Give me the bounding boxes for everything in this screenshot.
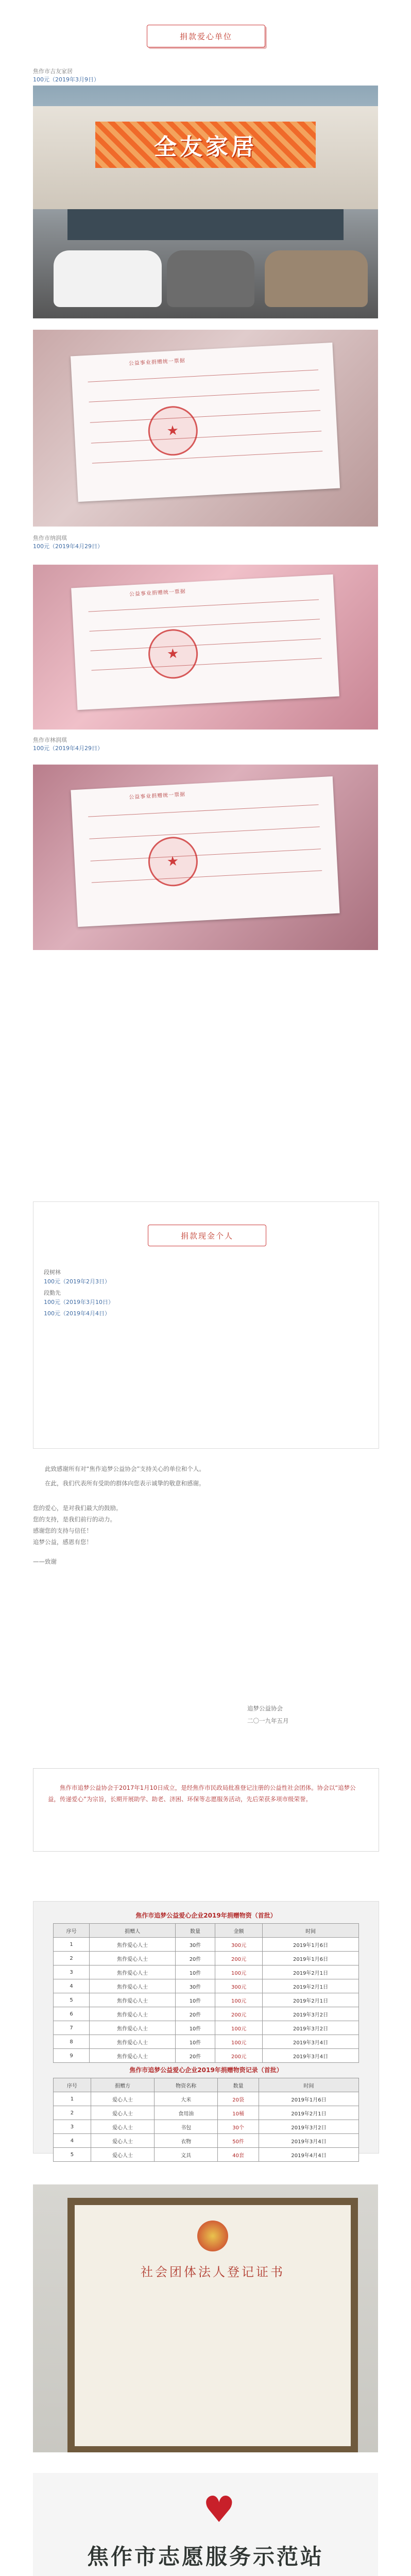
heart-logo-icon: ♥ — [203, 2488, 235, 2531]
receipt-rule — [91, 431, 322, 443]
letter-line: ——致谢 — [33, 1558, 57, 1565]
table-cell: 2019年3月4日 — [259, 2134, 358, 2148]
table-row — [54, 2134, 359, 2148]
car-gray — [167, 250, 254, 307]
table-cell: 9 — [54, 2049, 90, 2063]
table-row — [54, 2021, 359, 2035]
table-cell: 焦作爱心人士 — [90, 1965, 176, 1979]
individual-donors-card — [33, 1201, 379, 1449]
receipt-photo-2 — [33, 565, 378, 730]
receipt1-caption-detail: 100元（2019年4月29日） — [33, 543, 103, 550]
section-title-units: 捐款爱心单位 — [147, 25, 265, 47]
table-cell: 6 — [54, 2007, 90, 2021]
donation-table-1 — [53, 1923, 359, 2063]
table-cell: 200元 — [215, 2049, 262, 2063]
letter-paragraph: 在此，我们代表所有受助的群体向您表示诚挚的敬意和感谢。 — [45, 1480, 205, 1487]
registration-certificate-photo — [33, 2184, 378, 2452]
letter-line: 您的爱心，是对我们最大的鼓励。 — [33, 1504, 122, 1512]
table-cell: 3 — [54, 2120, 91, 2134]
table2-caption: 焦作市追梦公益爱心企业2019年捐赠物资记录（首批） — [129, 2066, 283, 2074]
table-cell: 焦作爱心人士 — [90, 2007, 176, 2021]
red-stamp-icon: ★ — [147, 628, 199, 680]
table-cell: 书包 — [155, 2120, 218, 2134]
store-window — [67, 209, 344, 240]
table-header: 物资名称 — [155, 2078, 218, 2092]
table-cell: 2019年2月1日 — [259, 2106, 358, 2120]
table-cell: 5 — [54, 2148, 91, 2162]
table-row — [54, 2007, 359, 2021]
receipt-header: 公益事业捐赠统一票据 — [129, 358, 186, 367]
letter-line: 感谢您的支持与信任！ — [33, 1527, 92, 1534]
receipt2-caption-name: 焦作市林润琪 — [33, 737, 67, 743]
receipt1-caption-name: 焦作市纳润琪 — [33, 535, 67, 541]
table-cell: 焦作爱心人士 — [90, 1993, 176, 2007]
intro-text: 焦作市追梦公益协会于2017年1月10日成立，是经焦作市民政局批准登记注册的公益性社会团体。协会以“追梦公益，传递爱心”为宗旨，长期开展助学、助老、济困、环保等志愿服务活动，先后荣获多项市级荣誉。 — [48, 1784, 356, 1803]
section-title-individuals: 捐款现金个人 — [148, 1225, 266, 1246]
storefront-photo — [33, 86, 378, 318]
table-row — [54, 1952, 359, 1965]
table-row — [54, 1993, 359, 2007]
red-stamp-icon: ★ — [147, 405, 199, 457]
certificate-frame — [67, 2198, 358, 2452]
table-cell: 焦作爱心人士 — [90, 2021, 176, 2035]
table-cell: 2019年1月6日 — [259, 2092, 358, 2106]
table-cell: 4 — [54, 2134, 91, 2148]
donor-name: 焦作市吉友家居 — [33, 68, 73, 75]
table-cell: 2019年1月6日 — [263, 1952, 359, 1965]
table-cell: 20件 — [176, 1952, 215, 1965]
table-cell: 2019年1月6日 — [263, 1938, 359, 1952]
table-cell: 2019年2月1日 — [263, 1993, 359, 2007]
letter-line: 您的支持，是我们前行的动力。 — [33, 1516, 116, 1523]
table-header: 捐赠方 — [91, 2078, 154, 2092]
store-sign-text: 全友家居 — [153, 134, 257, 160]
table-header: 序号 — [54, 1924, 90, 1938]
table-cell: 2019年2月1日 — [263, 1965, 359, 1979]
table-header: 捐赠人 — [90, 1924, 176, 1938]
donation-table-2 — [53, 2078, 359, 2162]
table-cell: 4 — [54, 1979, 90, 1993]
table-cell: 2019年3月2日 — [259, 2120, 358, 2134]
volunteer-station-plaque — [33, 2473, 378, 2576]
table-cell: 100元 — [215, 1993, 262, 2007]
receipt-header: 公益事业捐赠统一票据 — [129, 791, 186, 801]
receipt-rule — [88, 805, 319, 817]
table-cell: 20件 — [176, 2049, 215, 2063]
table-cell: 衣物 — [155, 2134, 218, 2148]
donor-detail: 100元（2019年3月9日） — [33, 76, 99, 83]
receipt-rule — [90, 619, 320, 632]
table-cell: 100元 — [215, 2021, 262, 2035]
receipt-paper — [71, 776, 340, 927]
receipt-rule — [92, 451, 323, 464]
table-header: 数量 — [218, 2078, 259, 2092]
table-cell: 200元 — [215, 2007, 262, 2021]
table-header: 时间 — [263, 1924, 359, 1938]
table-cell: 文具 — [155, 2148, 218, 2162]
table-cell: 焦作爱心人士 — [90, 2049, 176, 2063]
table-cell: 100元 — [215, 2035, 262, 2049]
table-row — [54, 1979, 359, 1993]
table-cell: 爱心人士 — [91, 2148, 154, 2162]
table-cell: 3 — [54, 1965, 90, 1979]
store-sign — [95, 122, 316, 168]
donor-name: 段勤先 — [44, 1290, 61, 1296]
letter-paragraph: 此致感谢所有对“焦作追梦公益协会”支持关心的单位和个人。 — [45, 1465, 205, 1472]
donor-name: 段树林 — [44, 1269, 61, 1276]
table-cell: 10件 — [176, 1993, 215, 2007]
table-cell: 2019年3月2日 — [263, 2021, 359, 2035]
receipt-rule — [91, 658, 322, 670]
table-cell: 爱心人士 — [91, 2106, 154, 2120]
red-stamp-icon: ★ — [147, 836, 199, 888]
table-cell: 焦作爱心人士 — [90, 1979, 176, 1993]
table-row — [54, 2092, 359, 2106]
table-cell: 10桶 — [218, 2106, 259, 2120]
signature-date: 二〇一九年五月 — [247, 1717, 289, 1724]
table-header: 金额 — [215, 1924, 262, 1938]
certificate-heading: 社会团体法人登记证书 — [141, 2265, 285, 2279]
table-row — [54, 1938, 359, 1952]
table-cell: 30件 — [176, 1938, 215, 1952]
association-intro — [33, 1768, 379, 1852]
receipt-paper — [72, 574, 340, 710]
receipt-photo-1 — [33, 330, 378, 527]
table-cell: 8 — [54, 2035, 90, 2049]
donor-detail: 100元（2019年4月4日） — [44, 1310, 110, 1317]
table-cell: 食用油 — [155, 2106, 218, 2120]
table-cell: 30个 — [218, 2120, 259, 2134]
table-cell: 爱心人士 — [91, 2134, 154, 2148]
table-cell: 30件 — [176, 1979, 215, 1993]
receipt-photo-3 — [33, 765, 378, 950]
table-header: 时间 — [259, 2078, 358, 2092]
table-row — [54, 2120, 359, 2134]
receipt-rule — [92, 870, 322, 883]
car-brown — [265, 250, 368, 307]
table-cell: 2019年2月1日 — [263, 1979, 359, 1993]
table1-caption: 焦作市追梦公益爱心企业2019年捐赠物资（首批） — [135, 1912, 277, 1919]
table-cell: 2019年3月2日 — [263, 2007, 359, 2021]
table-cell: 200元 — [215, 1952, 262, 1965]
table-cell: 5 — [54, 1993, 90, 2007]
donation-tables — [33, 1901, 379, 2159]
table-cell: 爱心人士 — [91, 2120, 154, 2134]
receipt-paper — [71, 343, 340, 502]
receipt-rule — [89, 826, 320, 839]
receipt-rule — [88, 369, 319, 382]
table-row — [54, 1965, 359, 1979]
donor-detail: 100元（2019年3月10日） — [44, 1299, 114, 1306]
table-cell: 10件 — [176, 2021, 215, 2035]
table-cell: 10件 — [176, 1965, 215, 1979]
table-cell: 焦作爱心人士 — [90, 1952, 176, 1965]
receipt-header: 公益事业捐赠统一票据 — [129, 589, 186, 598]
plaque-title: 焦作市志愿服务示范站 — [87, 2544, 324, 2569]
table-cell: 2 — [54, 1952, 90, 1965]
receipt2-caption-detail: 100元（2019年4月29日） — [33, 745, 103, 752]
donor-detail: 100元（2019年2月3日） — [44, 1278, 110, 1285]
letter-line: 追梦公益，感恩有您！ — [33, 1538, 92, 1546]
table-row — [54, 2049, 359, 2063]
table-cell: 焦作爱心人士 — [90, 1938, 176, 1952]
signature-org: 追梦公益协会 — [247, 1705, 283, 1712]
receipt-rule — [91, 849, 321, 861]
table-row — [54, 2106, 359, 2120]
table-cell: 300元 — [215, 1938, 262, 1952]
table-header: 数量 — [176, 1924, 215, 1938]
table-cell: 爱心人士 — [91, 2092, 154, 2106]
thanks-letter — [33, 1463, 378, 1567]
table-cell: 100元 — [215, 1965, 262, 1979]
receipt-rule — [89, 390, 320, 402]
national-emblem-icon — [197, 2221, 228, 2251]
table-cell: 2019年3月4日 — [263, 2049, 359, 2063]
table-cell: 50件 — [218, 2134, 259, 2148]
table-row — [54, 2035, 359, 2049]
table-cell: 1 — [54, 2092, 91, 2106]
table-cell: 大米 — [155, 2092, 218, 2106]
table-row — [54, 2148, 359, 2162]
receipt-rule — [90, 638, 321, 651]
receipt-rule — [89, 600, 319, 612]
table-cell: 2019年3月4日 — [263, 2035, 359, 2049]
table-cell: 2019年4月4日 — [259, 2148, 358, 2162]
receipt-rule — [90, 410, 321, 422]
table-cell: 焦作爱心人士 — [90, 2035, 176, 2049]
table-cell: 1 — [54, 1938, 90, 1952]
table-cell: 20袋 — [218, 2092, 259, 2106]
car-white — [54, 250, 162, 307]
table-cell: 10件 — [176, 2035, 215, 2049]
table-cell: 300元 — [215, 1979, 262, 1993]
table-cell: 40套 — [218, 2148, 259, 2162]
table-header: 序号 — [54, 2078, 91, 2092]
table-cell: 7 — [54, 2021, 90, 2035]
table-cell: 2 — [54, 2106, 91, 2120]
table-cell: 20件 — [176, 2007, 215, 2021]
